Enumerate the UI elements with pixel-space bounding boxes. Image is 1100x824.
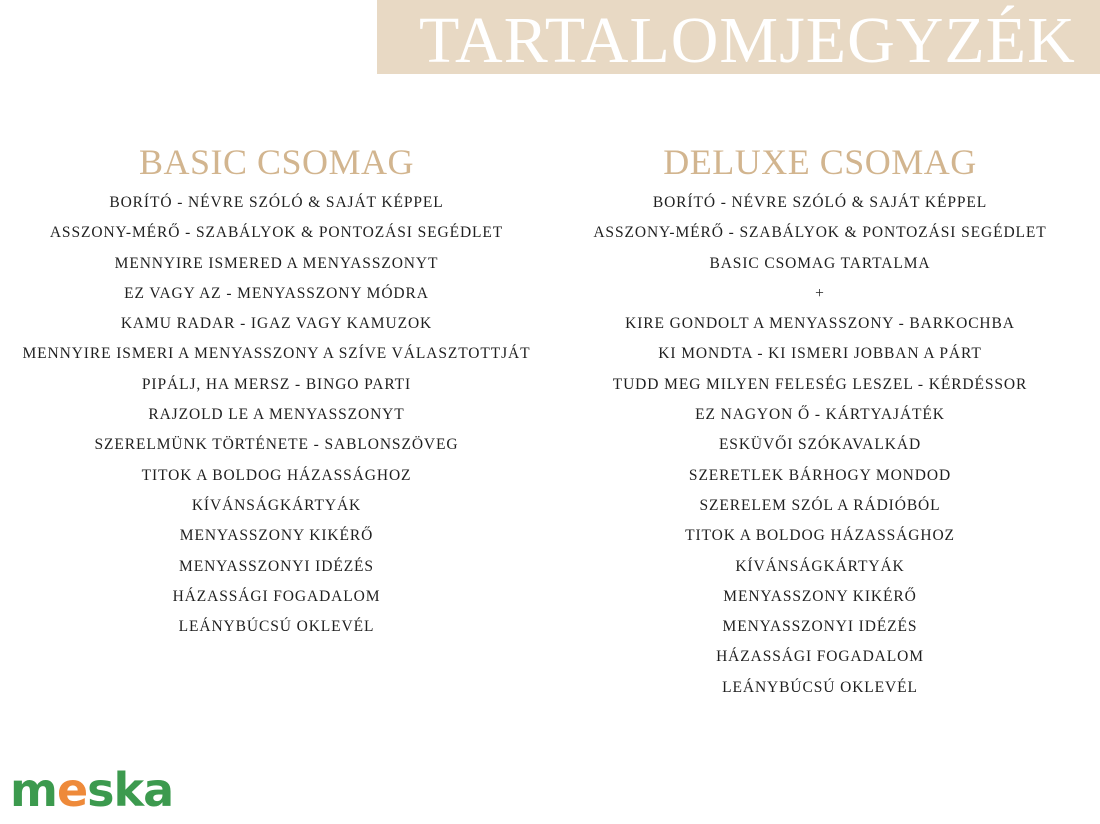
list-item: MENYASSZONY KIKÉRŐ [179, 527, 374, 545]
list-item: KIRE GONDOLT A MENYASSZONY - BARKOCHBA [625, 315, 1015, 333]
list-item: ESKÜVŐI SZÓKAVALKÁD [718, 436, 922, 454]
list-item: MENNYIRE ISMERI A MENYASSZONY A SZÍVE VÁLASZTOTTJÁT [22, 345, 531, 363]
list-item: HÁZASSÁGI FOGADALOM [172, 587, 381, 605]
list-item: EZ VAGY AZ - MENYASSZONY MÓDRA [124, 284, 429, 302]
list-item: LEÁNYBÚCSÚ OKLEVÉL [722, 678, 918, 696]
deluxe-package-list [543, 188, 1097, 703]
deluxe-package-title: DELUXE CSOMAG [663, 142, 977, 182]
basic-package-title: BASIC CSOMAG [138, 142, 415, 182]
list-item: SZERELMÜNK TÖRTÉNETE - SABLONSZÖVEG [94, 436, 459, 454]
deluxe-package-section [543, 142, 1097, 703]
basic-package-list [0, 188, 553, 642]
list-item: ASSZONY-MÉRŐ - SZABÁLYOK & PONTOZÁSI SEGÉDLET [593, 224, 1047, 242]
list-item: EZ NAGYON Ő - KÁRTYAJÁTÉK [695, 406, 945, 424]
list-item: KÍVÁNSÁGKÁRTYÁK [191, 496, 362, 514]
list-item: BORÍTÓ - NÉVRE SZÓLÓ & SAJÁT KÉPPEL [109, 194, 444, 211]
page-title: TARTALOMJEGYZÉK [419, 4, 1076, 74]
title-band [377, 0, 1100, 74]
list-item: ASSZONY-MÉRŐ - SZABÁLYOK & PONTOZÁSI SEGÉDLET [49, 224, 504, 242]
plus-separator: + [815, 284, 825, 302]
list-item: TITOK A BOLDOG HÁZASSÁGHOZ [685, 527, 955, 545]
list-item: SZERETLEK BÁRHOGY MONDOD [688, 466, 952, 484]
list-item: KI MONDTA - KI ISMERI JOBBAN A PÁRT [658, 345, 982, 363]
list-item: MENYASSZONY KIKÉRŐ [723, 587, 917, 605]
list-item: LEÁNYBÚCSÚ OKLEVÉL [178, 618, 375, 636]
list-item: PIPÁLJ, HA MERSZ - BINGO PARTI [141, 375, 412, 393]
list-item: MENYASSZONYI IDÉZÉS [722, 618, 918, 636]
basic-package-section [0, 142, 553, 642]
list-item: BORÍTÓ - NÉVRE SZÓLÓ & SAJÁT KÉPPEL [652, 194, 988, 211]
meska-logo [10, 762, 173, 818]
list-item: MENYASSZONYI IDÉZÉS [179, 557, 374, 575]
list-item: RAJZOLD LE A MENYASSZONYT [148, 406, 405, 424]
list-item: KAMU RADAR - IGAZ VAGY KAMUZOK [120, 315, 433, 333]
logo-text-m: m [10, 763, 57, 817]
list-item: HÁZASSÁGI FOGADALOM [716, 648, 924, 666]
logo-text-e: e [56, 763, 88, 817]
list-item: TUDD MEG MILYEN FELESÉG LESZEL - KÉRDÉSSOR [612, 375, 1028, 393]
list-item: MENNYIRE ISMERED A MENYASSZONYT [114, 254, 439, 272]
list-item: SZERELEM SZÓL A RÁDIÓBÓL [699, 496, 941, 514]
list-item: TITOK A BOLDOG HÁZASSÁGHOZ [141, 466, 412, 484]
list-item: KÍVÁNSÁGKÁRTYÁK [735, 557, 905, 575]
logo-text-ska: ska [87, 763, 174, 817]
list-item: BASIC CSOMAG TARTALMA [709, 254, 931, 272]
